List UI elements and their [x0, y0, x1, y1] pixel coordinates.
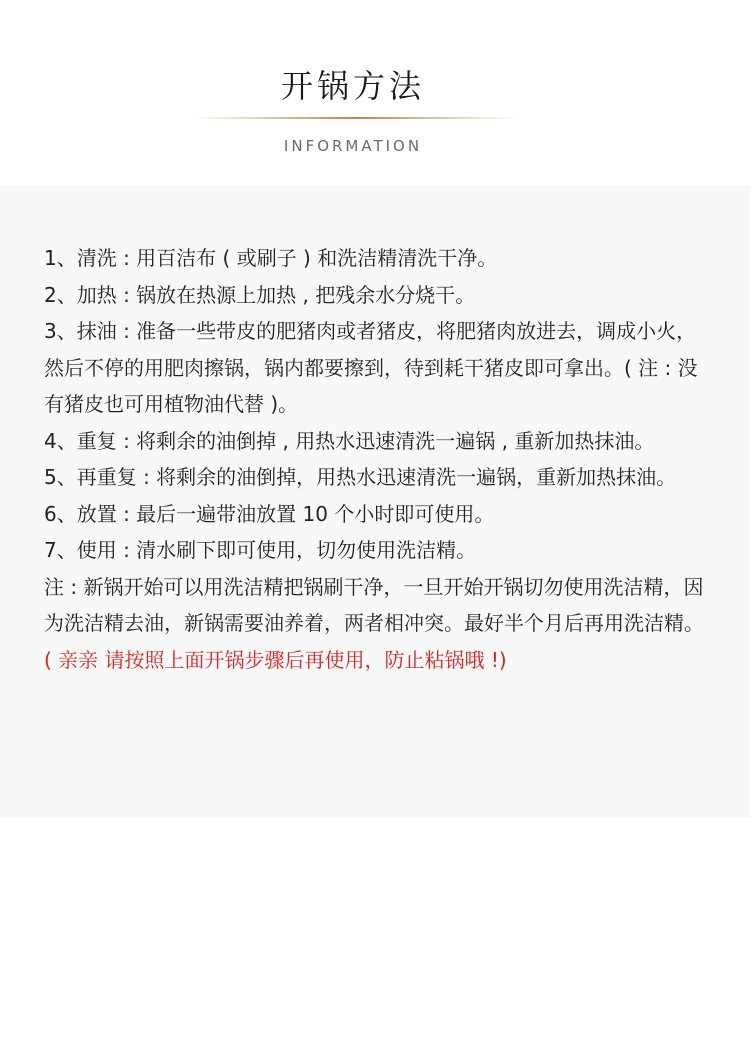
warning-text: ( 亲亲 请按照上面开锅步骤后再使用，防止粘锅哦 !) — [44, 647, 507, 672]
step-3: 3、抹油 : 准备一些带皮的肥猪肉或者猪皮，将肥猪肉放进去，调成小火，然后不停的用肥肉擦锅，锅内都要擦到，待到耗干猪皮即可拿出。( 注 : 没有猪皮也可用植物油代替 )。 — [44, 319, 698, 416]
step-6: 6、放置 : 最后一遍带油放置 10 个小时即可使用。 — [44, 501, 495, 526]
page-subtitle: INFORMATION — [283, 137, 423, 155]
header — [0, 0, 750, 186]
page-title: 开锅方法 — [280, 67, 425, 105]
step-5: 5、再重复 : 将剩余的油倒掉，用热水迅速清洗一遍锅，重新加热抹油。 — [44, 465, 677, 489]
note: 注 : 新锅开始可以用洗洁精把锅刷干净，一旦开始开锅切勿使用洗洁精，因为洗洁精去油，新锅需要油养着，两者相冲突。最好半个月后再用洗洁精。 — [44, 574, 704, 635]
instructions — [44, 240, 716, 678]
gold-divider — [192, 117, 518, 119]
step-4: 4、重复 : 将剩余的油倒掉 , 用热水迅速清洗一遍锅 , 重新加热抹油。 — [44, 428, 655, 453]
step-7: 7、使用 : 清水刷下即可使用，切勿使用洗洁精。 — [44, 538, 477, 562]
step-1: 1、清洗 : 用百洁布 ( 或刷子 ) 和洗洁精清洗干净。 — [44, 246, 498, 270]
step-2: 2、加热 : 锅放在热源上加热 , 把残余水分烧干。 — [44, 282, 476, 307]
